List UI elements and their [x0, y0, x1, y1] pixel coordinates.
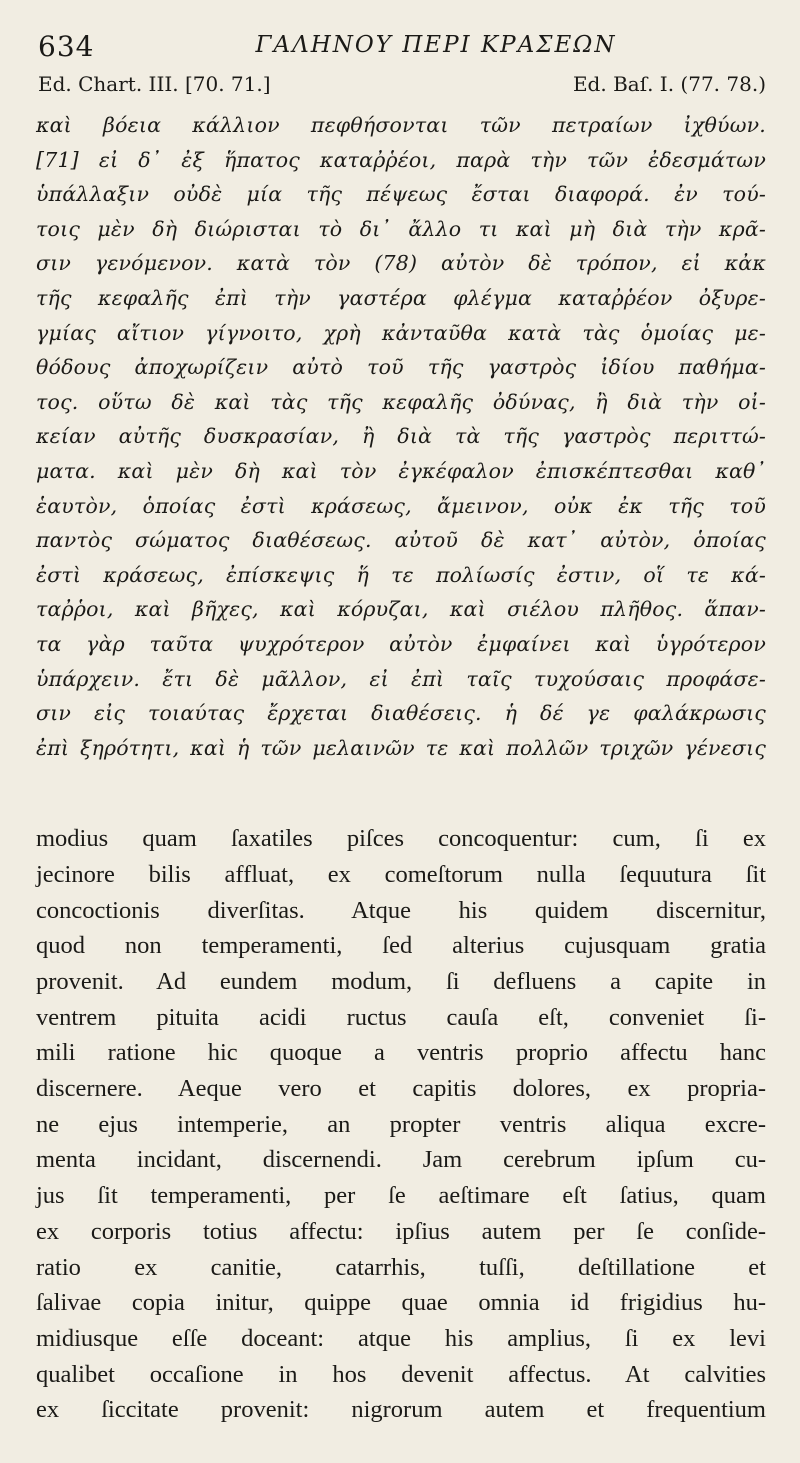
edition-chartier-reference: Ed. Chart. III. [70. 71.] [38, 72, 271, 96]
greek-line: τος. οὕτω δὲ καὶ τὰς τῆς κεφαλῆς ὀδύνας, ἢ διὰ τὴν οἰ- [36, 389, 766, 414]
greek-line: ὑπάλλαξιν οὐδὲ μία τῆς πέψεως ἔσται διαφορά. ἐν τού- [36, 182, 766, 207]
greek-line: σιν γενόμενον. κατὰ τὸν (78) αὐτὸν δὲ τρόπον, εἰ κἀκ [36, 251, 766, 276]
greek-line: τα γὰρ ταῦτα ψυχρότερον αὐτὸν ἐμφαίνει καὶ ὑγρότερον [36, 631, 766, 656]
greek-line: ἑαυτὸν, ὁποίας ἐστὶ κράσεως, ἄμεινον, οὐκ ἐκ τῆς τοῦ [36, 493, 766, 518]
greek-line: γμίας αἴτιον γίγνοιτο, χρὴ κἀνταῦθα κατὰ τὰς ὁμοίας με- [36, 320, 766, 345]
greek-line: καὶ βόεια κάλλιον πεφθήσονται τῶν πετραίων ἰχθύων. [36, 113, 766, 137]
greek-line: [71] εἰ δ᾽ ἐξ ἥπατος καταῤῥέοι, παρὰ τὴν τῶν ἐδεσμάτων [36, 147, 766, 172]
latin-line: ventrem pituita acidi ructus cauſa eſt, conveniet ſi- [36, 1003, 766, 1031]
greek-line: τῆς κεφαλῆς ἐπὶ τὴν γαστέρα φλέγμα καταῤῥέον ὀξυρε- [36, 285, 766, 310]
greek-line: σιν εἰς τοιαύτας ἔρχεται διαθέσεις. ἡ δέ γε φαλάκρωσις [36, 701, 766, 726]
greek-line: παντὸς σώματος διαθέσεως. αὐτοῦ δὲ κατ᾽ αὐτὸν, ὁποίας [36, 528, 766, 553]
latin-line: ratio ex canitie, catarrhis, tuſſi, deſtillatione et [36, 1253, 766, 1281]
greek-text [36, 108, 766, 765]
latin-line: provenit. Ad eundem modum, ſi defluens a capite in [36, 968, 766, 996]
greek-line: ματα. καὶ μὲν δὴ καὶ τὸν ἐγκέφαλον ἐπισκέπτεσθαι καθ᾽ [36, 458, 766, 483]
latin-line: ſalivae copia initur, quippe quae omnia id frigidius hu- [36, 1289, 766, 1317]
page-number: 634 [38, 30, 95, 63]
latin-line: modius quam ſaxatiles piſces concoquentur: cum, ſi ex [36, 825, 766, 853]
latin-line: quod non temperamenti, ſed alterius cujusquam gratia [36, 932, 766, 960]
latin-line: jus ſit temperamenti, per ſe aeſtimare eſt ſatius, quam [36, 1182, 766, 1210]
column-gap [36, 765, 766, 821]
greek-line: τοις μὲν δὴ διώρισται τὸ δι᾽ ἄλλο τι καὶ μὴ διὰ τὴν κρᾶ- [36, 216, 766, 241]
latin-line: qualibet occaſione in hos devenit affectus. At calvities [36, 1360, 766, 1388]
latin-line: midiusque eſſe doceant: atque his amplius, ſi ex levi [36, 1324, 766, 1352]
latin-line: ex ſiccitate provenit: nigrorum autem et frequentium [36, 1396, 766, 1424]
greek-line: ἐστὶ κράσεως, ἐπίσκεψις ἥ τε πολίωσίς ἐστιν, οἵ τε κά- [36, 562, 766, 587]
greek-line: θόδους ἀποχωρίζειν αὐτὸ τοῦ τῆς γαστρὸς ἰδίου παθήμα- [36, 355, 766, 380]
edition-references [36, 72, 766, 106]
latin-line: jecinore bilis affluat, ex comeſtorum nulla ſequutura ſit [36, 860, 766, 888]
latin-line: ex corporis totius affectu: ipſius autem per ſe conſide- [36, 1217, 766, 1245]
latin-line: menta incidant, discernendi. Jam cerebrum ipſum cu- [36, 1146, 766, 1174]
greek-line: ταῤῥοι, καὶ βῆχες, καὶ κόρυζαι, καὶ σιέλου πλῆθος. ἅπαν- [36, 597, 766, 622]
latin-text [36, 821, 766, 1428]
running-title: ΓΑΛΗΝΟΥ ΠΕΡΙ ΚΡΑΣΕΩΝ [255, 32, 617, 58]
latin-line: discernere. Aeque vero et capitis dolores, ex propria- [36, 1075, 766, 1103]
latin-line: ne ejus intemperie, an propter ventris aliqua excre- [36, 1110, 766, 1138]
latin-line: concoctionis diverſitas. Atque his quidem discernitur, [36, 896, 766, 924]
running-head [36, 28, 766, 72]
greek-line: ἐπὶ ξηρότητι, καὶ ἡ τῶν μελαινῶν τε καὶ πολλῶν τριχῶν γένεσις [36, 735, 766, 760]
edition-basel-reference: Ed. Baſ. I. (77. 78.) [572, 72, 766, 96]
latin-line: mili ratione hic quoque a ventris proprio affectu hanc [36, 1039, 766, 1067]
greek-line: ὑπάρχειν. ἔτι δὲ μᾶλλον, εἰ ἐπὶ ταῖς τυχούσαις προφάσε- [36, 666, 766, 691]
greek-line: κείαν αὐτῆς δυσκρασίαν, ἢ διὰ τὰ τῆς γαστρὸς περιττώ- [36, 424, 766, 449]
